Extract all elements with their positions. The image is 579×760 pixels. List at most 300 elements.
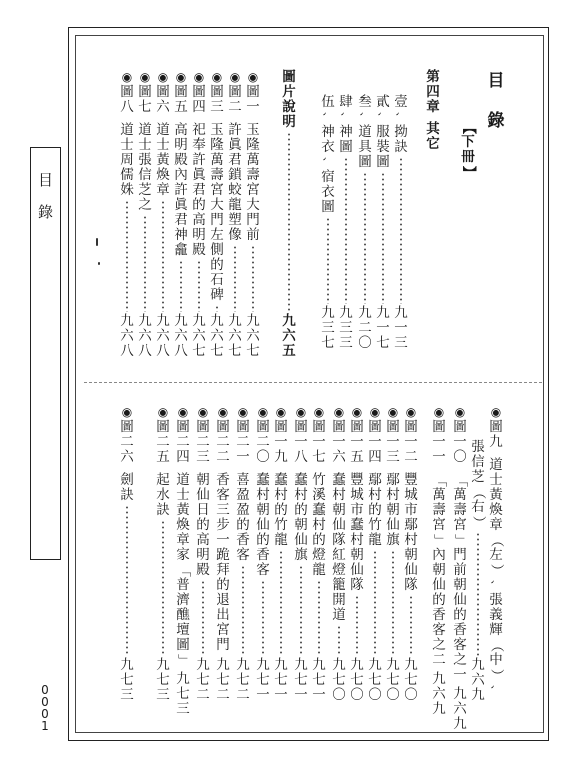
text-glyph: 道	[120, 122, 134, 138]
text-glyph: 三	[120, 687, 134, 703]
text-glyph: 的	[274, 502, 288, 518]
text-glyph: 姝	[120, 182, 134, 198]
text-glyph: 大	[246, 197, 260, 213]
text-glyph: 七	[192, 343, 206, 359]
text-glyph: 圖	[339, 139, 353, 155]
text-glyph: 城	[350, 487, 364, 503]
text-glyph: 朝	[404, 547, 418, 563]
text-glyph: 村	[332, 487, 346, 503]
text-glyph: 圖	[246, 84, 260, 100]
text-glyph: 仙	[196, 487, 210, 503]
text-glyph: 七	[274, 672, 288, 688]
text-glyph: 訣	[156, 502, 170, 518]
text-glyph: 八	[174, 343, 188, 359]
text-glyph: 章	[426, 99, 440, 115]
chapter-heading	[424, 70, 442, 152]
text-glyph: 一	[453, 434, 467, 450]
text-glyph: 宮	[210, 182, 224, 198]
text-glyph: 宮	[432, 517, 446, 533]
text-glyph: ◉	[229, 70, 241, 84]
text-glyph: 朝	[196, 472, 210, 488]
text-glyph: 三	[339, 320, 353, 336]
text-glyph: 六	[156, 99, 170, 115]
text-glyph: 一	[394, 320, 408, 336]
text-glyph: 朝	[350, 547, 364, 563]
text-glyph: 像	[228, 227, 242, 243]
text-glyph: 七	[210, 343, 224, 359]
figure-entry-24	[194, 405, 212, 703]
text-glyph: 圖	[453, 419, 467, 435]
dot-leader	[222, 655, 224, 656]
text-glyph: 二	[196, 434, 210, 450]
text-glyph: 二	[256, 434, 270, 450]
text-glyph: 二	[196, 687, 210, 703]
text-glyph: 五	[350, 449, 364, 465]
text-glyph: 圖	[228, 84, 242, 100]
text-glyph: 章	[156, 182, 170, 198]
text-glyph: 客	[432, 622, 446, 638]
text-glyph: 許	[228, 122, 242, 138]
text-glyph: 九	[376, 305, 390, 321]
text-glyph: 圖	[210, 84, 224, 100]
text-glyph: 九	[386, 657, 400, 673]
text-glyph: 六	[120, 449, 134, 465]
figure-entry-8	[118, 70, 136, 359]
text-glyph: 神	[339, 124, 353, 140]
text-glyph: 塑	[228, 212, 242, 228]
text-glyph: 〇	[358, 335, 372, 351]
text-glyph: 六	[120, 328, 134, 344]
text-glyph: 芝	[471, 469, 485, 485]
text-glyph: 萬	[210, 152, 224, 168]
text-glyph: 盈	[236, 487, 250, 503]
text-glyph: 九	[350, 657, 364, 673]
text-glyph: 二	[156, 434, 170, 450]
dot-leader	[374, 550, 376, 656]
text-glyph: ◉	[454, 405, 466, 419]
figure-entry-26	[154, 405, 172, 703]
text-glyph: 仙	[294, 532, 308, 548]
text-glyph: 的	[294, 502, 308, 518]
text-glyph: 九	[274, 657, 288, 673]
text-glyph: 明	[192, 227, 206, 243]
text-glyph: 芝	[138, 182, 152, 198]
dot-leader	[126, 200, 128, 312]
text-glyph: ◉	[275, 405, 287, 419]
dot-leader	[338, 625, 340, 656]
text-glyph: 說	[282, 99, 296, 115]
text-glyph: 道	[138, 122, 152, 138]
text-glyph: 朝	[332, 502, 346, 518]
text-glyph: 龕	[174, 242, 188, 258]
text-glyph: 九	[216, 657, 230, 673]
text-glyph: 圖	[156, 84, 170, 100]
text-glyph: 隊	[404, 577, 418, 593]
text-glyph: 九	[453, 686, 467, 702]
text-glyph: 燈	[332, 562, 346, 578]
text-glyph: 衣	[321, 184, 335, 200]
text-glyph: 〇	[256, 449, 270, 465]
text-glyph: 高	[192, 212, 206, 228]
text-glyph: 一	[236, 449, 250, 465]
text-glyph: 一	[294, 687, 308, 703]
text-glyph: 圖	[350, 419, 364, 435]
text-glyph: 竹	[312, 472, 326, 488]
text-glyph: 士	[120, 137, 134, 153]
text-glyph: 圖	[174, 84, 188, 100]
text-glyph: 竹	[368, 517, 382, 533]
text-glyph: 錄	[487, 111, 505, 131]
text-glyph: 八	[120, 343, 134, 359]
text-glyph: 四	[176, 449, 190, 465]
text-glyph: ◉	[193, 70, 205, 84]
text-glyph: 二	[120, 434, 134, 450]
text-glyph: 碑	[210, 287, 224, 303]
text-glyph: 蠢	[274, 472, 288, 488]
text-glyph: ◉	[197, 405, 209, 419]
text-glyph: 門	[453, 547, 467, 563]
text-glyph: 內	[174, 167, 188, 183]
text-glyph: 九	[332, 657, 346, 673]
figure-entry-17	[330, 405, 348, 703]
text-glyph: 玉	[210, 122, 224, 138]
text-glyph: 萬	[246, 152, 260, 168]
text-glyph: 九	[174, 313, 188, 329]
figure-entry-6	[154, 70, 172, 359]
text-glyph: 一	[404, 434, 418, 450]
dot-leader	[202, 580, 204, 656]
toc-item-4	[337, 95, 355, 351]
text-glyph: 九	[394, 305, 408, 321]
text-glyph: 一	[332, 434, 346, 450]
text-glyph: 眞	[228, 137, 242, 153]
figure-entry-25	[174, 405, 192, 717]
dot-leader	[280, 550, 282, 656]
text-glyph: 七	[228, 343, 242, 359]
text-glyph: 旗	[386, 532, 400, 548]
text-glyph: 蠢	[294, 472, 308, 488]
text-glyph: ◉	[333, 405, 345, 419]
text-glyph: 鄢	[404, 517, 418, 533]
figure-entry-23	[214, 405, 232, 703]
text-glyph: 眞	[174, 197, 188, 213]
text-glyph: 三	[339, 335, 353, 351]
text-glyph: （	[470, 485, 487, 500]
text-glyph: 章	[489, 517, 503, 533]
text-glyph: 【	[460, 120, 477, 135]
text-glyph: 隆	[210, 137, 224, 153]
text-glyph: 九	[120, 313, 134, 329]
text-glyph: 開	[332, 592, 346, 608]
text-glyph: 儒	[120, 167, 134, 183]
figure-entry-22	[234, 405, 252, 703]
text-glyph: 壹	[394, 94, 408, 110]
dot-leader	[382, 172, 384, 304]
text-glyph: 日	[196, 502, 210, 518]
text-glyph: 其	[426, 121, 440, 137]
text-glyph: 八	[156, 343, 170, 359]
page-number-digit: 0	[41, 683, 49, 697]
text-glyph: 壽	[432, 502, 446, 518]
text-glyph: 道	[489, 457, 503, 473]
text-glyph: 七	[312, 449, 326, 465]
dot-leader	[252, 245, 254, 312]
text-glyph: 朝	[453, 577, 467, 593]
text-glyph: 玉	[246, 122, 260, 138]
text-glyph: 服	[376, 124, 390, 140]
text-glyph: 六	[228, 328, 242, 344]
text-glyph: 九	[210, 313, 224, 329]
text-glyph: 六	[282, 328, 296, 344]
text-glyph: 七	[156, 672, 170, 688]
text-glyph: 六	[432, 686, 446, 702]
ink-mark	[98, 262, 100, 265]
text-glyph: ◉	[257, 405, 269, 419]
dot-leader	[162, 520, 164, 656]
text-glyph: 門	[246, 212, 260, 228]
text-glyph: 士	[489, 472, 503, 488]
figure-entry-12	[430, 405, 448, 717]
text-glyph: 仙	[332, 517, 346, 533]
text-glyph: 五	[156, 449, 170, 465]
text-glyph: ）	[488, 668, 505, 683]
text-glyph: ◉	[490, 405, 502, 419]
text-glyph: 城	[404, 487, 418, 503]
text-glyph: 門	[216, 637, 230, 653]
text-glyph: 君	[192, 182, 206, 198]
text-glyph: 豐	[350, 472, 364, 488]
text-glyph: 二	[216, 687, 230, 703]
page-number-digit: 0	[41, 707, 49, 721]
text-glyph: 冊	[461, 149, 475, 165]
text-glyph: 八	[120, 99, 134, 115]
text-glyph: 宮	[453, 517, 467, 533]
figure-entry-7	[136, 70, 154, 359]
text-glyph: 拗	[394, 124, 408, 140]
text-glyph: 九	[176, 671, 190, 687]
text-glyph: 圖	[216, 419, 230, 435]
text-glyph: 的	[196, 517, 210, 533]
text-glyph: 二	[236, 687, 250, 703]
text-glyph: 步	[216, 517, 230, 533]
text-glyph: 九	[489, 434, 503, 450]
text-glyph: ◉	[295, 405, 307, 419]
text-glyph: 香	[216, 472, 230, 488]
text-glyph: 客	[216, 487, 230, 503]
text-glyph: 圖	[321, 199, 335, 215]
text-glyph: 左	[210, 227, 224, 243]
section-divider	[84, 382, 542, 383]
text-glyph: 七	[246, 343, 260, 359]
text-glyph: 祀	[192, 122, 206, 138]
text-glyph: 張	[471, 439, 485, 455]
text-glyph: 盈	[236, 502, 250, 518]
text-glyph: 圖	[386, 419, 400, 435]
dot-leader	[300, 565, 302, 656]
text-glyph: 圖	[274, 419, 288, 435]
text-glyph: 〇	[332, 687, 346, 703]
text-glyph: 圖	[376, 154, 390, 170]
text-glyph: 周	[120, 152, 134, 168]
text-glyph: 目	[487, 71, 505, 91]
text-glyph: 七	[176, 686, 190, 702]
figure-entry-4	[190, 70, 208, 359]
text-glyph: 隊	[350, 577, 364, 593]
text-glyph: 九	[294, 657, 308, 673]
text-glyph: 、	[321, 157, 335, 168]
text-glyph: 蠢	[350, 517, 364, 533]
text-glyph: 章	[176, 532, 190, 548]
text-glyph: 圖	[196, 419, 210, 435]
text-glyph: 蠢	[312, 502, 326, 518]
text-glyph: 一	[246, 99, 260, 115]
text-glyph: 圖	[368, 419, 382, 435]
text-glyph: 拜	[216, 562, 230, 578]
text-glyph: 仙	[386, 517, 400, 533]
text-glyph: 村	[368, 487, 382, 503]
text-glyph: 的	[312, 532, 326, 548]
text-glyph: 七	[350, 672, 364, 688]
text-glyph: 高	[196, 532, 210, 548]
text-glyph: 旗	[294, 547, 308, 563]
text-glyph: 道	[176, 472, 190, 488]
text-glyph: 壽	[246, 167, 260, 183]
text-glyph: 一	[432, 449, 446, 465]
text-glyph: 士	[138, 137, 152, 153]
text-glyph: 仙	[404, 562, 418, 578]
text-glyph: 九	[321, 305, 335, 321]
side-tab	[30, 147, 61, 560]
text-glyph: 二	[228, 99, 242, 115]
text-glyph: 九	[358, 305, 372, 321]
text-glyph: 二	[176, 434, 190, 450]
text-glyph: 二	[358, 320, 372, 336]
text-glyph: 五	[282, 343, 296, 359]
text-glyph: 五	[174, 99, 188, 115]
text-glyph: 許	[174, 182, 188, 198]
text-glyph: 出	[216, 607, 230, 623]
text-glyph: 士	[176, 487, 190, 503]
dot-leader	[288, 132, 290, 312]
text-glyph: 三	[176, 701, 190, 717]
text-glyph: 六	[174, 328, 188, 344]
text-glyph: 九	[453, 716, 467, 732]
text-glyph: 二	[432, 652, 446, 668]
text-glyph: 一	[256, 687, 270, 703]
text-glyph: 君	[174, 212, 188, 228]
text-glyph: 九	[368, 657, 382, 673]
text-glyph: 大	[210, 197, 224, 213]
text-glyph: 圖	[236, 419, 250, 435]
text-glyph: 殿	[192, 242, 206, 258]
text-glyph: 〇	[404, 687, 418, 703]
text-glyph: 龍	[368, 532, 382, 548]
dot-leader	[392, 550, 394, 656]
text-glyph: 四	[368, 449, 382, 465]
figure-entry-9	[487, 405, 505, 698]
text-glyph: 龍	[312, 562, 326, 578]
text-glyph: 奉	[192, 137, 206, 153]
text-glyph: 一	[216, 532, 230, 548]
figure-entry-21	[254, 405, 272, 703]
text-glyph: 之	[453, 652, 467, 668]
dot-leader	[180, 260, 182, 312]
text-glyph: 九	[471, 657, 485, 673]
dot-leader	[126, 505, 128, 656]
text-glyph: ◉	[177, 405, 189, 419]
dot-leader	[144, 215, 146, 312]
text-glyph: 一	[432, 434, 446, 450]
volume-label	[459, 120, 477, 180]
text-glyph: 「	[452, 473, 469, 488]
figure-entry-14	[384, 405, 402, 703]
dot-leader	[364, 172, 366, 304]
text-glyph: 二	[236, 434, 250, 450]
figure-entry-10	[469, 440, 487, 703]
text-glyph: 二	[216, 449, 230, 465]
text-glyph: 龍	[228, 197, 242, 213]
text-glyph: 門	[210, 212, 224, 228]
text-glyph: 輝	[489, 622, 503, 638]
text-glyph: 九	[312, 657, 326, 673]
figure-entry-1	[244, 70, 262, 359]
text-glyph: 圖	[358, 154, 372, 170]
text-glyph: 它	[426, 136, 440, 152]
text-glyph: 香	[256, 547, 270, 563]
dot-leader	[356, 595, 358, 656]
side-tab-char: 目	[37, 171, 53, 189]
text-glyph: 明	[174, 137, 188, 153]
text-glyph: 的	[192, 197, 206, 213]
text-glyph: 伍	[321, 94, 335, 110]
dot-leader	[234, 245, 236, 312]
text-glyph: 圖	[156, 419, 170, 435]
text-glyph: ◉	[175, 70, 187, 84]
text-glyph: 訣	[394, 139, 408, 155]
text-glyph: 「	[431, 473, 448, 488]
text-glyph: 九	[471, 687, 485, 703]
text-glyph: 、	[321, 112, 335, 123]
text-glyph: 圖	[120, 84, 134, 100]
text-glyph: 訣	[120, 487, 134, 503]
text-glyph: 圖	[138, 84, 152, 100]
text-glyph: 煥	[156, 167, 170, 183]
text-glyph: ◉	[433, 405, 445, 419]
text-glyph: 仙	[453, 592, 467, 608]
text-glyph: 蛟	[228, 182, 242, 198]
text-glyph: 醮	[176, 607, 190, 623]
text-glyph: 煥	[489, 502, 503, 518]
page-title	[487, 70, 505, 132]
text-glyph: 三	[210, 99, 224, 115]
text-glyph: 九	[432, 701, 446, 717]
text-glyph: 朝	[294, 517, 308, 533]
text-glyph: 九	[138, 313, 152, 329]
text-glyph: 九	[236, 657, 250, 673]
text-glyph: 六	[332, 449, 346, 465]
text-glyph: 七	[312, 672, 326, 688]
text-glyph: 萬	[432, 487, 446, 503]
text-glyph: 的	[432, 592, 446, 608]
text-glyph: 許	[192, 152, 206, 168]
dot-leader	[198, 260, 200, 312]
text-glyph: 的	[368, 502, 382, 518]
text-glyph: ◉	[405, 405, 417, 419]
figure-entry-18	[310, 405, 328, 703]
text-glyph: 香	[453, 622, 467, 638]
text-glyph: 村	[350, 532, 364, 548]
text-glyph: 劍	[120, 472, 134, 488]
